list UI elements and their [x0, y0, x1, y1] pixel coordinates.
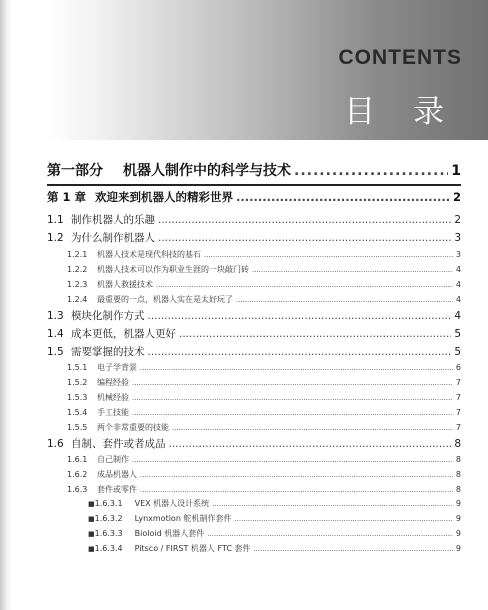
toc-entry-title: 机械经验	[97, 393, 129, 402]
dot-leader	[252, 266, 453, 274]
toc-entry-title: 机器人制作中的科学与技术	[123, 163, 291, 179]
toc-entry-number: 1.6.1	[67, 455, 88, 464]
toc-entry-number: 1.6.2	[67, 470, 88, 479]
dot-leader	[140, 364, 453, 372]
toc-entry-page: 8	[454, 438, 461, 450]
dot-leader	[132, 409, 453, 417]
toc-entry-sec[interactable]	[47, 436, 461, 451]
toc-entry-sub[interactable]	[47, 377, 461, 388]
toc-entry-page: 2	[454, 214, 461, 226]
dot-leader	[158, 214, 451, 226]
toc-entry-number: 1.3	[47, 310, 64, 322]
toc-entry-title: 需要掌握的技术	[71, 346, 145, 358]
toc-entry-page: 4	[454, 310, 461, 322]
bullet-icon: ■	[88, 500, 95, 508]
toc-entry-page: 5	[454, 346, 461, 358]
toc-entry-sub[interactable]	[47, 249, 461, 260]
dot-leader	[236, 296, 453, 304]
toc-entry-sub[interactable]	[47, 407, 461, 418]
toc-entry-sub[interactable]	[47, 294, 461, 305]
toc-entry-number: 1.5.4	[67, 408, 88, 417]
dot-leader	[169, 438, 452, 450]
dot-leader	[158, 232, 451, 244]
toc-entry-page: 4	[455, 295, 461, 304]
toc-entry-page: 7	[455, 408, 461, 417]
page-binding-edge	[0, 0, 12, 610]
part-divider-line	[47, 184, 461, 186]
toc-entry-part[interactable]	[47, 160, 461, 180]
toc-entry-title: 成本更低，机器人更好	[71, 328, 176, 340]
bullet-icon: ■	[88, 545, 95, 553]
toc-entry-title: 手工技能	[97, 408, 129, 417]
dot-leader	[140, 486, 453, 494]
toc-entry-number: 1.5.1	[67, 363, 88, 372]
toc-entry-page: 7	[455, 393, 461, 402]
toc-entry-title: 自己制作	[97, 455, 129, 464]
toc-entry-title: 为什么制作机器人	[71, 232, 155, 244]
toc-entry-page: 7	[455, 423, 461, 432]
toc-entry-number: 1.2	[47, 232, 64, 244]
dot-leader	[140, 471, 453, 479]
toc-entry-title: 最重要的一点，机器人实在是太好玩了	[97, 295, 233, 304]
toc-entry-sub[interactable]	[47, 362, 461, 373]
dot-leader	[253, 545, 452, 553]
bullet-icon: ■	[88, 515, 95, 523]
dot-leader	[172, 424, 453, 432]
toc-entry-number: 1.6.3.4	[94, 544, 123, 553]
toc-entry-title: 编程经验	[97, 378, 129, 387]
toc-entry-page: 9	[455, 529, 461, 538]
toc-entry-sub[interactable]	[47, 264, 461, 275]
toc-entry-page: 8	[455, 470, 461, 479]
toc-entry-number: 1.1	[47, 214, 64, 226]
toc-entry-title: 电子学背景	[97, 363, 137, 372]
toc-entry-title: 机器人技术是现代科技的基石	[97, 250, 201, 259]
toc-entry-sub[interactable]	[47, 484, 461, 495]
toc-entry-number: 第一部分	[47, 163, 103, 179]
toc-entry-page: 8	[455, 485, 461, 494]
toc-entry-subsub[interactable]	[47, 513, 461, 524]
toc-entry-page: 9	[455, 514, 461, 523]
toc-entry-number: 第 1 章	[47, 190, 87, 204]
toc-entry-page: 9	[455, 499, 461, 508]
toc-entry-title: 机器人救援技术	[97, 280, 153, 289]
toc-entry-title: Bioloid 机器人套件	[134, 529, 205, 538]
toc-entry-title: 成品机器人	[97, 470, 137, 479]
toc-entry-number: 1.6	[47, 438, 64, 450]
toc-entry-page: 9	[455, 544, 461, 553]
toc-entry-title: 制作机器人的乐趣	[71, 214, 155, 226]
toc-entry-page: 3	[455, 250, 461, 259]
toc-entry-title: VEX 机器人设计系统	[134, 499, 210, 508]
toc-entry-subsub[interactable]	[47, 498, 461, 509]
toc-entry-page: 5	[454, 328, 461, 340]
toc-entry-number: 1.2.2	[67, 265, 88, 274]
toc-entry-number: 1.2.4	[67, 295, 88, 304]
toc-entry-title: Pitsco / FIRST 机器人 FTC 套件	[134, 544, 251, 553]
contents-label: CONTENTS	[338, 46, 462, 69]
toc-entry-title: 自制、套件或者成品	[71, 438, 166, 450]
dot-leader	[204, 251, 453, 259]
toc-entry-number: 1.6.3	[67, 485, 88, 494]
toc-entry-sub[interactable]	[47, 392, 461, 403]
bullet-icon: ■	[88, 530, 95, 538]
toc-entry-number: 1.2.3	[67, 280, 88, 289]
toc-entry-subsub[interactable]	[47, 528, 461, 539]
dot-leader	[207, 530, 453, 538]
toc-entry-page: 1	[451, 163, 461, 179]
contents-header-band	[47, 0, 488, 140]
toc-entry-title: 两个非常重要的技能	[97, 423, 169, 432]
dot-leader	[179, 328, 451, 340]
toc-entry-sec[interactable]	[47, 230, 461, 245]
dot-leader	[294, 163, 448, 179]
dot-leader	[132, 394, 453, 402]
toc-entry-number: 1.5.5	[67, 423, 88, 432]
toc-entry-page: 8	[455, 455, 461, 464]
toc-entry-sec[interactable]	[47, 212, 461, 227]
toc-entry-number: 1.4	[47, 328, 64, 340]
toc-entry-page: 4	[455, 265, 461, 274]
toc-entry-number: 1.5.2	[67, 378, 88, 387]
toc-entry-page: 7	[455, 378, 461, 387]
dot-leader	[212, 500, 453, 508]
toc-entry-sub[interactable]	[47, 279, 461, 290]
toc-entry-number: 1.5	[47, 346, 64, 358]
toc-entry-number: 1.6.3.3	[94, 529, 123, 538]
toc-entry-sec[interactable]	[47, 326, 461, 341]
toc-entry-chapter[interactable]	[47, 189, 461, 205]
toc-entry-sec[interactable]	[47, 308, 461, 323]
toc-entry-number: 1.2.1	[67, 250, 88, 259]
dot-leader	[234, 515, 452, 523]
toc-entry-title: 机器人技术可以作为职业生涯的一块敲门砖	[97, 265, 249, 274]
toc-entry-title: 套件或零件	[97, 485, 137, 494]
toc-entry-title: 欢迎来到机器人的精彩世界	[95, 190, 233, 204]
dot-leader	[156, 281, 453, 289]
dot-leader	[148, 346, 452, 358]
toc-entry-page: 2	[452, 190, 461, 204]
page-title: 目 录	[344, 94, 458, 130]
toc-entry-page: 4	[455, 280, 461, 289]
toc-entry-number: 1.6.3.2	[94, 514, 123, 523]
toc-entry-number: 1.5.3	[67, 393, 88, 402]
toc-entry-title: 模块化制作方式	[71, 310, 145, 322]
toc-entry-sub[interactable]	[47, 422, 461, 433]
dot-leader	[236, 190, 450, 204]
dot-leader	[132, 456, 453, 464]
toc-entry-sub[interactable]	[47, 469, 461, 480]
toc-entry-subsub[interactable]	[47, 543, 461, 554]
dot-leader	[132, 379, 453, 387]
toc-entry-sec[interactable]	[47, 344, 461, 359]
toc-entry-title: Lynxmotion 舵机制作套件	[134, 514, 232, 523]
toc-entry-sub[interactable]	[47, 454, 461, 465]
dot-leader	[148, 310, 452, 322]
toc-entry-page: 3	[454, 232, 461, 244]
toc-entry-page: 6	[455, 363, 461, 372]
toc-entry-number: 1.6.3.1	[94, 499, 123, 508]
